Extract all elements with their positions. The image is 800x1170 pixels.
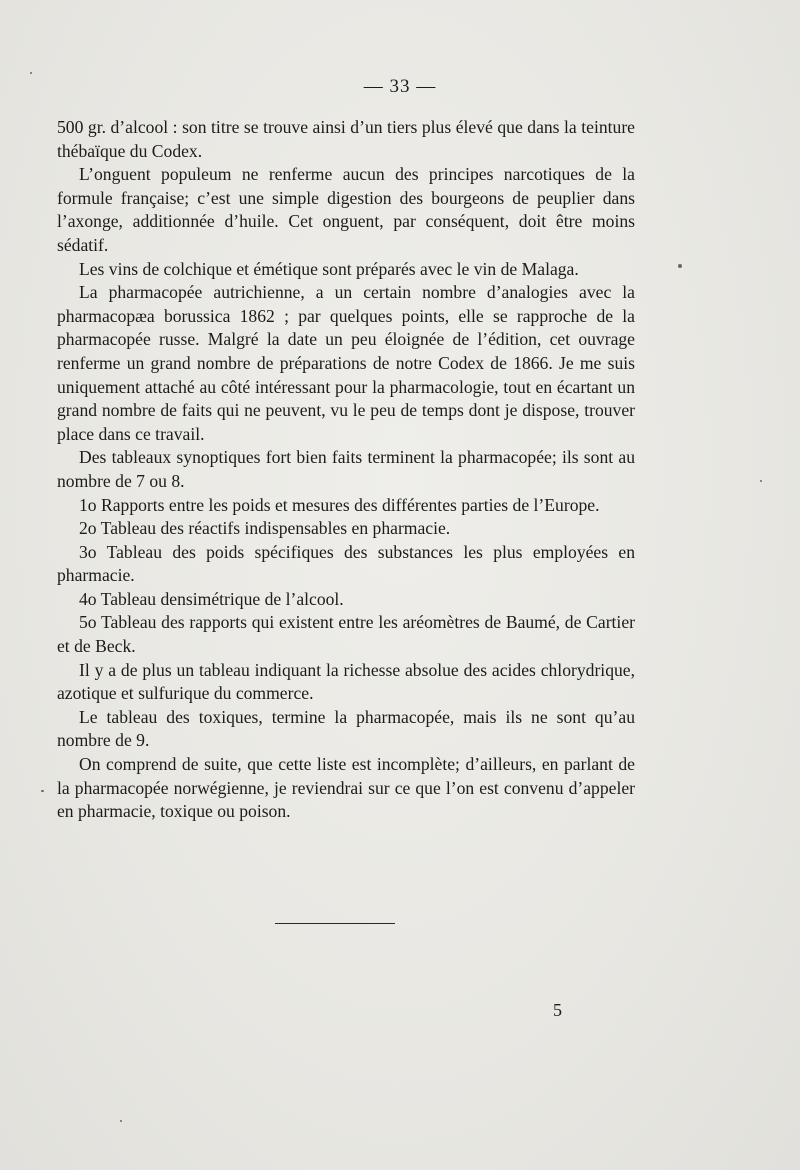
list-item: 5o Tableau des rapports qui existent entre les aréomètres de Baumé, de Cartier et de Beck. xyxy=(57,612,635,657)
section-divider xyxy=(275,923,395,924)
paper-speck xyxy=(41,790,44,792)
paragraph: Il y a de plus un tableau indiquant la richesse absolue des acides chlorydrique, azotique et sulfurique du commerce. xyxy=(57,659,635,704)
paragraph: On comprend de suite, que cette liste est incomplète; d’ailleurs, en parlant de la pharmacopée norwégienne, je reviendrai sur ce que l’on est convenu d’appeler en pharmacie, toxique ou poison. xyxy=(57,754,635,822)
paragraph: Des tableaux synoptiques fort bien faits terminent la pharmacopée; ils sont au nombre de 7 ou 8. xyxy=(57,447,635,491)
paper-speck xyxy=(678,264,682,268)
list-item: 2o Tableau des réactifs indispensables en pharmacie. xyxy=(79,518,451,539)
page-number: — 33 — xyxy=(363,76,437,97)
list-item: 1o Rapports entre les poids et mesures des différentes parties de l’Europe. xyxy=(79,494,600,515)
paper-speck xyxy=(120,1120,122,1122)
signature-mark: 5 xyxy=(553,1000,562,1020)
paragraph: 500 gr. d’alcool : son titre se trouve ainsi d’un tiers plus élevé que dans la teinture thébaïque du Codex. xyxy=(57,117,635,161)
paragraph: La pharmacopée autrichienne, a un certain nombre d’analogies avec la pharmacopæa borussica 1862 ; par quelques points, elle se rapproche de la pharmacopée russe. Malgré la date un peu éloignée de l’édition, cet ouvrage renferme un grand nombre de préparations de notre Codex de 1866. Je me suis uniquement attaché au côté intéressant pour la pharmacologie, tout en écartant un grand nombre de faits qui ne peuvent, vu le peu de temps dont je dispose, trouver place dans ce travail. xyxy=(57,282,635,444)
list-item: 4o Tableau densimétrique de l’alcool. xyxy=(79,588,344,609)
paragraph: L’onguent populeum ne renferme aucun des principes narcotiques de la formule française; c’est une simple digestion des bourgeons de peuplier dans l’axonge, additionnée d’huile. Cet onguent, par conséquent, doit être moins sédatif. xyxy=(57,164,635,255)
paper-speck xyxy=(30,72,32,74)
body-text xyxy=(57,116,635,824)
paper-speck xyxy=(760,480,762,482)
list-item: 3o Tableau des poids spécifiques des substances les plus employées en pharmacie. xyxy=(57,541,635,586)
paragraph: Le tableau des toxiques, termine la pharmacopée, mais ils ne sont qu’au nombre de 9. xyxy=(57,706,635,751)
paragraph: Les vins de colchique et émétique sont préparés avec le vin de Malaga. xyxy=(79,258,579,279)
